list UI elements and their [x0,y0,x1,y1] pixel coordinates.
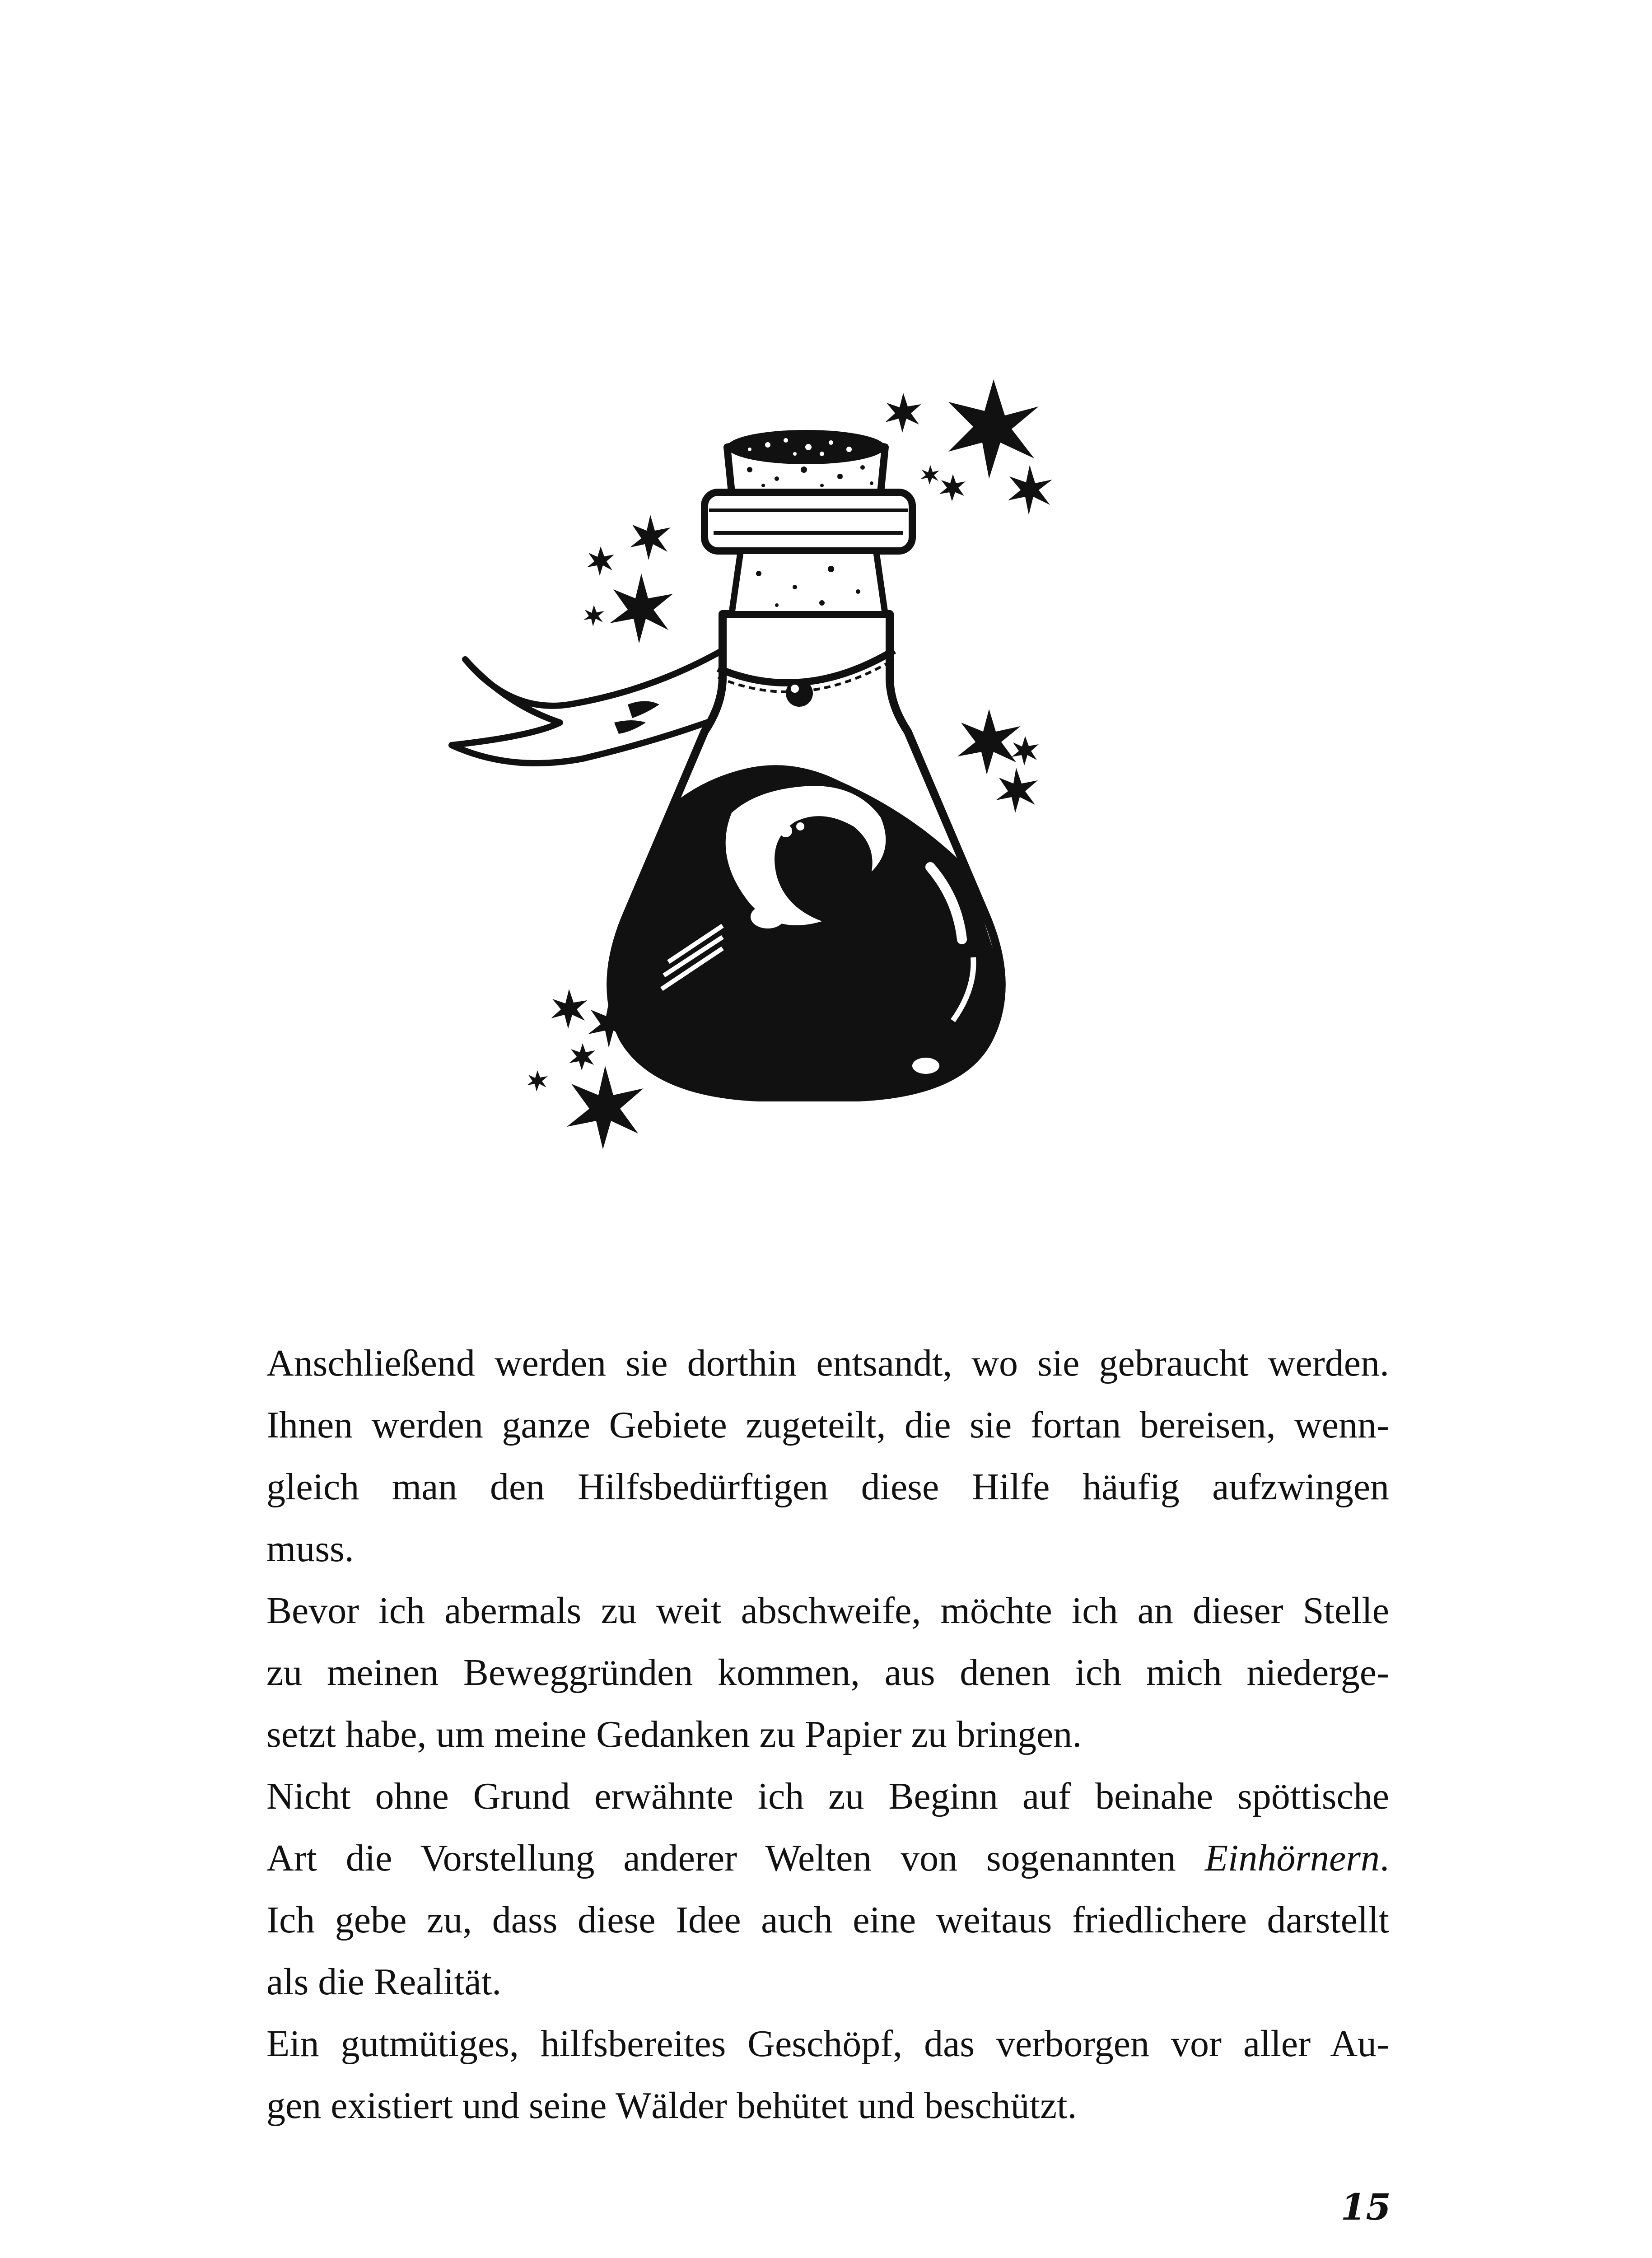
potion-bottle-icon [434,361,1102,1174]
ribbon-shape [452,650,732,763]
text-line: gen existiert und seine Wälder behütet und beschützt. [266,2085,1077,2127]
text-line: muss. [266,1528,354,1570]
paragraph-2 [266,1580,1389,1765]
italic-word: Einhörnern [1204,1837,1380,1879]
body-text [266,1332,1389,2137]
bottle-collar [705,492,912,551]
text-line: Ihnen werden ganze Gebiete zugeteilt, die sie fortan bereisen, wenn- [266,1404,1389,1446]
text-line: Ich gebe zu, dass diese Idee auch eine weitaus friedlichere darstellt [266,1899,1389,1941]
text-line: Nicht ohne Grund erwähnte ich zu Beginn auf beinahe spöttische [266,1775,1389,1817]
paragraph-4 [266,2013,1389,2137]
text-line: Anschließend werden sie dorthin entsandt, wo sie gebraucht werden. [266,1342,1389,1384]
text-line: als die Realität. [266,1961,502,2003]
text-line: Bevor ich abermals zu weit abschweife, möchte ich an dieser Stelle [266,1590,1389,1632]
text-segment: . [1380,1837,1389,1879]
text-line: Ein gutmütiges, hilfsbereites Geschöpf, das verborgen vor aller Au- [266,2023,1389,2065]
text-line: setzt habe, um meine Gedanken zu Papier zu bringen. [266,1713,1082,1755]
paragraph-3 [266,1765,1389,2013]
page-number: 15 [1340,2186,1391,2228]
text-line: zu meinen Beweggründen kommen, aus denen ich mich niederge- [266,1652,1389,1694]
text-segment: Art die Vorstellung anderer Welten von sogenannten [266,1837,1205,1879]
text-line-with-italic [266,1827,1389,1889]
text-line: gleich man den Hilfsbedürftigen diese Hilfe häufig aufzwingen [266,1466,1389,1508]
paragraph-1 [266,1332,1389,1580]
